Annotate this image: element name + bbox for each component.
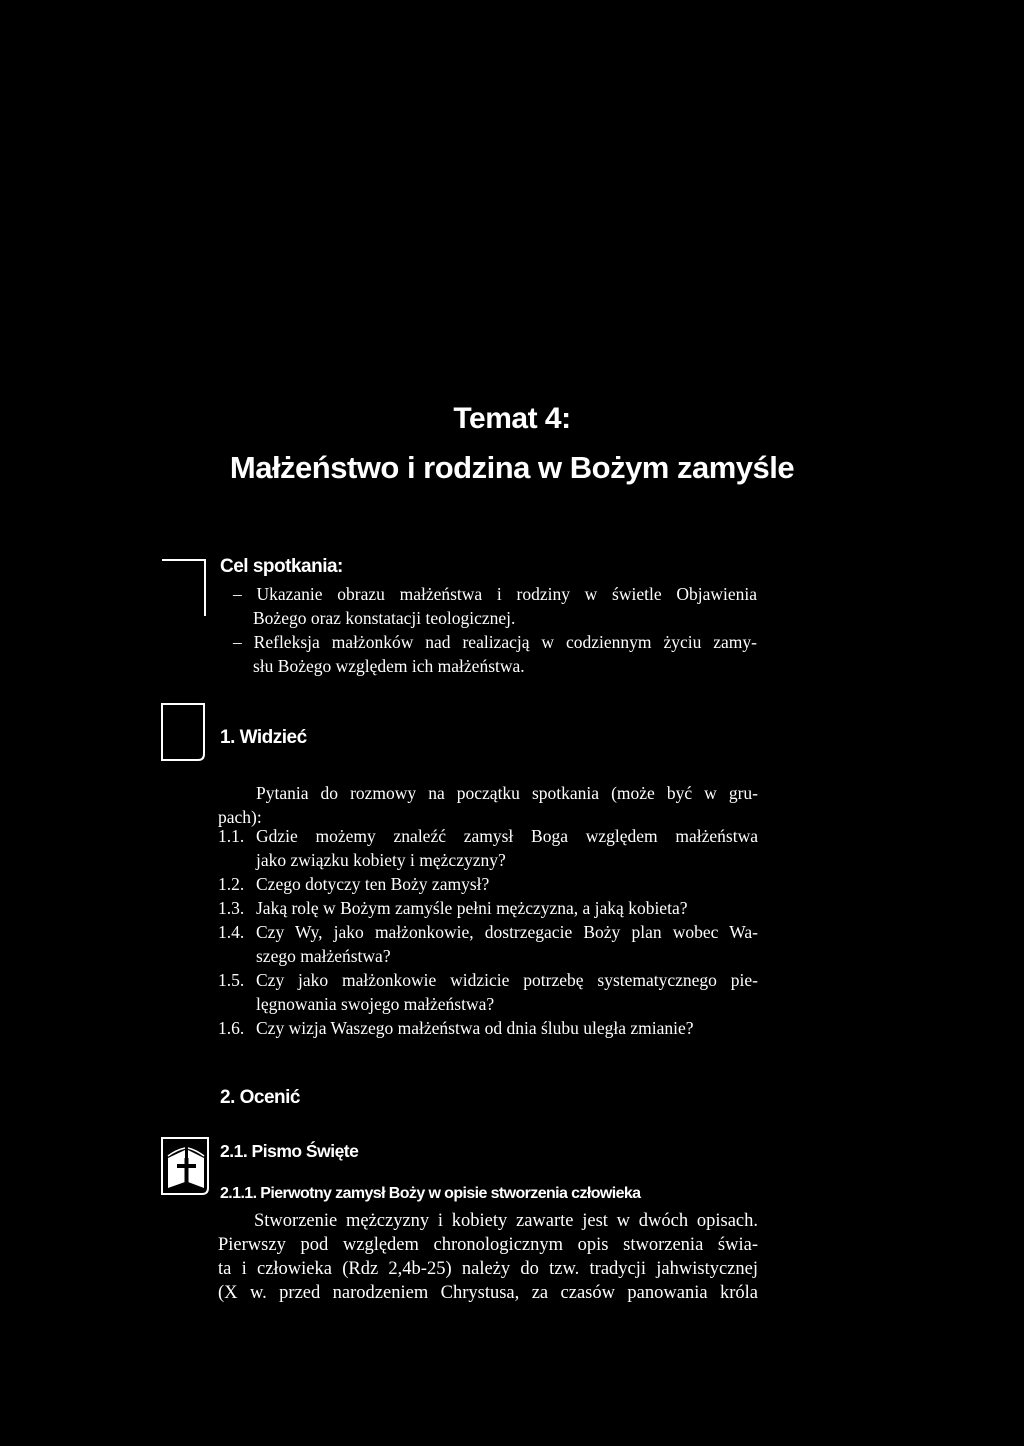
goal-item-1-line-2: Bożego oraz konstatacji teologicznej.: [253, 608, 516, 628]
goal-item-2-line-2: słu Bożego względem ich małżeństwa.: [253, 656, 525, 676]
question-4-line-2: szego małżeństwa?: [256, 946, 391, 966]
question-2-number: 1.2.: [218, 874, 245, 894]
question-5-line-1: [218, 968, 758, 992]
see-title: 1. Widzieć: [220, 727, 307, 748]
judge-title: 2. Ocenić: [220, 1087, 300, 1108]
question-4-line-1: [218, 920, 758, 944]
question-5-number: 1.5.: [218, 970, 245, 990]
question-3-text: Jaką rolę w Bożym zamyśle pełni mężczyzna, a jaką kobieta?: [256, 898, 688, 918]
goal-item-2-line-1: – Refleksja małżonków nad realizacją w codziennym życiu zamy-: [233, 632, 757, 652]
bible-cross-icon: [160, 1136, 216, 1198]
question-1-line-2: jako związku kobiety i mężczyzny?: [256, 850, 506, 870]
question-list: [218, 824, 758, 1040]
question-6-text: Czy wizja Waszego małżeństwa od dnia ślubu uległa zmianie?: [256, 1018, 694, 1038]
see-intro-line-1: Pytania do rozmowy na początku spotkania (może być w gru-: [256, 783, 758, 803]
bracket-icon: [160, 558, 210, 618]
judge-paragraph: [218, 1209, 758, 1305]
topic-number: Temat 4:: [453, 402, 571, 435]
square-frame-icon: [160, 702, 212, 764]
judge-subsubtitle: 2.1.1. Pierwotny zamysł Boży w opisie stworzenia człowieka: [220, 1185, 641, 1202]
see-intro-line-2: pach):: [218, 807, 262, 827]
see-intro: [218, 781, 758, 829]
question-2-line-1: [218, 872, 758, 896]
goal-list: [233, 582, 757, 678]
paragraph-line-2: Pierwszy pod względem chronologicznym opis stworzenia świa-: [218, 1235, 758, 1255]
question-1-line-1: [218, 824, 758, 848]
question-1-number: 1.1.: [218, 826, 245, 846]
question-6-line-1: [218, 1016, 758, 1040]
question-5-line-2: lęgnowania swojego małżeństwa?: [256, 994, 495, 1014]
question-6-number: 1.6.: [218, 1018, 245, 1038]
paragraph-line-1: Stworzenie mężczyzny i kobiety zawarte jest w dwóch opisach.: [254, 1211, 758, 1231]
goal-item-1-line-1: – Ukazanie obrazu małżeństwa i rodziny w świetle Objawienia: [233, 584, 757, 604]
judge-subtitle: 2.1. Pismo Święte: [220, 1141, 359, 1161]
question-3-number: 1.3.: [218, 898, 245, 918]
question-2-text: Czego dotyczy ten Boży zamysł?: [256, 874, 490, 894]
question-4-number: 1.4.: [218, 922, 245, 942]
paragraph-line-3: ta i człowieka (Rdz 2,4b-25) należy do tzw. tradycji jahwistycznej: [218, 1259, 758, 1279]
question-3-line-1: [218, 896, 758, 920]
question-5-text: Czy jako małżonkowie widzicie potrzebę systematycznego pie-: [256, 970, 758, 990]
goal-title: Cel spotkania:: [220, 556, 343, 577]
question-1-text: Gdzie możemy znaleźć zamysł Boga względem małżeństwa: [256, 826, 758, 846]
topic-title: Małżeństwo i rodzina w Bożym zamyśle: [229, 450, 795, 485]
paragraph-line-4: (X w. przed narodzeniem Chrystusa, za czasów panowania króla: [218, 1283, 758, 1303]
question-4-text: Czy Wy, jako małżonkowie, dostrzegacie Boży plan wobec Wa-: [256, 922, 758, 942]
